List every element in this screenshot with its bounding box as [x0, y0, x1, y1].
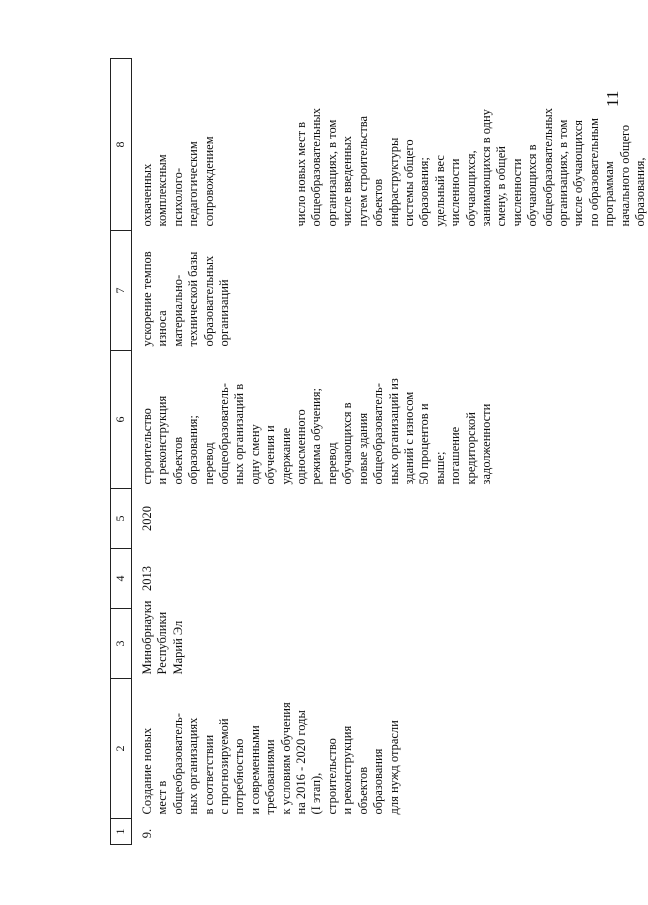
cell-line: число новых мест в	[294, 121, 309, 227]
cell-line: обучающихся в	[340, 402, 355, 485]
col-header-2: 2	[111, 679, 132, 819]
cell-line: износа	[155, 310, 170, 347]
col-header-7: 7	[111, 231, 132, 351]
cell-line: образовательных	[201, 255, 216, 347]
cell-line: Республики	[155, 611, 170, 675]
cell-line: односменного	[294, 409, 309, 485]
cell-line: в соответствии	[201, 734, 216, 815]
cell-line: психолого-	[170, 167, 185, 227]
cell-line: материально-	[170, 274, 185, 347]
cell-line: к условиям обучения	[278, 702, 293, 815]
col-header-8: 8	[111, 59, 132, 231]
cell-line: строительство	[140, 408, 154, 485]
content-cell	[132, 351, 648, 489]
cell-line: удержание	[278, 427, 293, 485]
cell-line: числе обучающихся	[571, 120, 586, 227]
cell-line: ных организаций из	[386, 378, 401, 485]
cell-line: потребностью	[232, 738, 247, 815]
cell-line: новые здания	[355, 412, 370, 485]
cell-line: Создание новых	[140, 727, 154, 815]
cell-line	[232, 63, 247, 227]
cell-line: кредиторской	[463, 412, 478, 485]
executor-cell	[132, 600, 648, 679]
start-year-cell: 2013	[140, 566, 154, 591]
cell-line: требованиями	[263, 739, 278, 815]
cell-line: выше;	[432, 451, 447, 485]
cell-line: перевод	[324, 442, 339, 485]
col-header-1: 1	[111, 819, 132, 845]
measure-cell	[132, 679, 648, 819]
col-header-3: 3	[111, 609, 132, 679]
cell-line: организациях, в том	[324, 119, 339, 227]
indicators-cell	[132, 59, 648, 231]
cell-line: и реконструкция	[155, 395, 170, 485]
cell-line: зданий с износом	[401, 391, 416, 485]
cell-line: удельный вес	[432, 155, 447, 227]
row-number: 9.	[140, 828, 154, 839]
cell-line: обучения и	[263, 425, 278, 485]
cell-line: одну смену	[247, 424, 262, 485]
measures-table	[110, 58, 648, 845]
cell-line: общеобразователь-	[371, 383, 386, 485]
cell-line: смену, в общей	[494, 146, 509, 227]
cell-line	[279, 63, 294, 227]
cell-line: численности	[509, 158, 524, 227]
cell-line: для нужд отрасли	[386, 720, 401, 815]
cell-line: технической базы	[186, 251, 201, 347]
cell-line: ускорение темпов	[140, 251, 154, 347]
cell-line: мест в	[155, 780, 170, 815]
cell-line: организациях, в том	[555, 119, 570, 227]
cell-line: объектов	[371, 178, 386, 227]
cell-line: охваченных	[140, 163, 154, 227]
col-header-5: 5	[111, 489, 132, 549]
col-header-6: 6	[111, 351, 132, 489]
end-year-cell: 2020	[140, 506, 154, 531]
cell-line: 50 процентов и	[417, 403, 432, 485]
cell-line: Марий Эл	[170, 620, 185, 675]
cell-line	[217, 63, 232, 227]
cell-line: программам	[602, 161, 617, 227]
cell-line: объектов	[355, 766, 370, 815]
cell-line: Минобрнауки	[140, 600, 154, 675]
cell-line	[263, 63, 278, 227]
cell-line: образования;	[186, 415, 201, 485]
cell-line: задолженности	[478, 403, 493, 485]
cell-line: системы общего	[401, 139, 416, 227]
cell-line: образования;	[417, 157, 432, 227]
cell-line: режима обучения;	[309, 388, 324, 485]
consequences-cell	[132, 231, 648, 351]
cell-line: строительство	[324, 738, 339, 815]
cell-line: общеобразовательных	[309, 107, 324, 227]
cell-line: комплексным	[155, 154, 170, 227]
column-number-row	[111, 59, 132, 845]
cell-line: занимающихся в одну	[478, 109, 493, 227]
cell-line: общеобразователь-	[217, 383, 232, 485]
cell-line: численности	[448, 158, 463, 227]
cell-line: начального общего	[617, 124, 632, 227]
page-number: 11	[603, 90, 622, 107]
cell-line: общеобразователь-	[170, 713, 185, 815]
cell-line: образования,	[633, 157, 647, 227]
cell-line: инфраструктуры	[386, 137, 401, 227]
cell-line: по образовательным	[586, 118, 601, 227]
cell-line: числе введенных	[340, 136, 355, 227]
cell-line: объектов	[170, 436, 185, 485]
cell-line: на 2016 - 2020 годы	[294, 710, 309, 815]
cell-line: и реконструкция	[340, 725, 355, 815]
cell-line: (I этап),	[309, 772, 324, 815]
cell-line: педагогическим	[186, 141, 201, 227]
cell-line: с прогнозируемой	[217, 718, 232, 815]
cell-line: обучающихся,	[463, 150, 478, 227]
col-header-4: 4	[111, 549, 132, 609]
cell-line: и современными	[247, 725, 262, 815]
table-row	[132, 59, 648, 845]
cell-line: организаций	[217, 279, 232, 347]
cell-line: перевод	[201, 442, 216, 485]
cell-line: ных организаций в	[232, 383, 247, 485]
cell-line: образования	[371, 748, 386, 815]
cell-line: путем строительства	[355, 115, 370, 227]
cell-line: ных организациях	[186, 717, 201, 815]
cell-line: обучающихся в	[525, 144, 540, 227]
cell-line: погашение	[448, 426, 463, 485]
cell-line	[248, 63, 263, 227]
cell-line: сопровождением	[201, 136, 216, 227]
cell-line: общеобразовательных	[540, 107, 555, 227]
